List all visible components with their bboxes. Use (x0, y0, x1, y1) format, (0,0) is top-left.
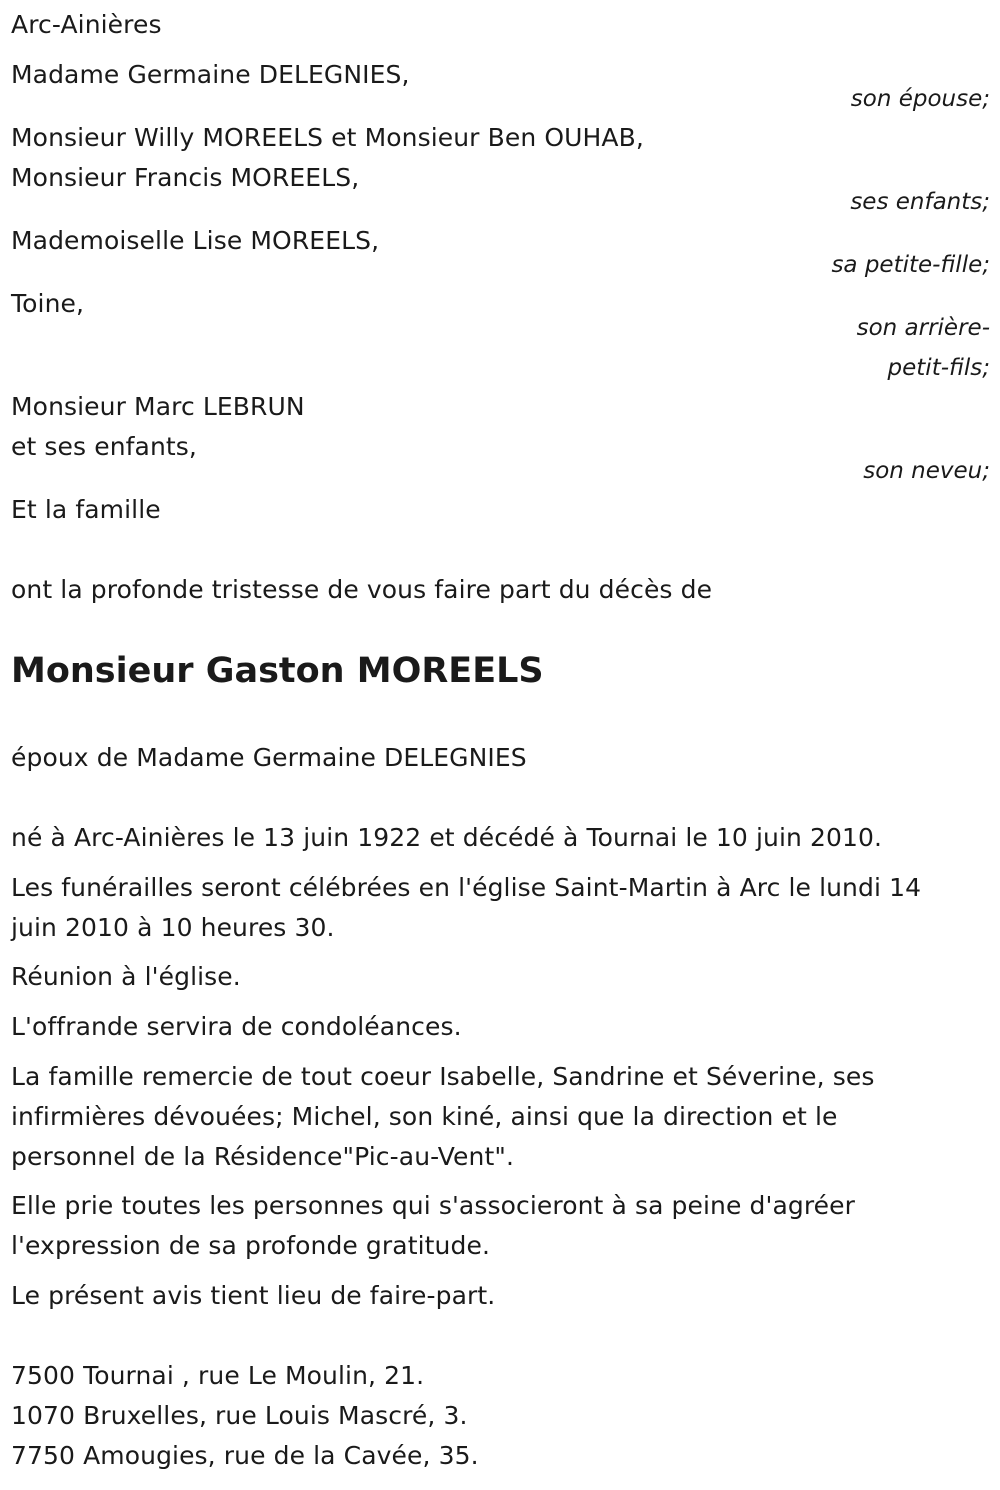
place-heading: Arc-Ainières (11, 10, 162, 39)
family-name-line: Monsieur Willy MOREELS et Monsieur Ben OUHAB, (11, 123, 644, 152)
detail-line: Elle prie toutes les personnes qui s'associeront à sa peine d'agréer (11, 1191, 856, 1220)
address-line: 1070 Bruxelles, rue Louis Mascré, 3. (11, 1401, 468, 1430)
detail-line: né à Arc-Ainières le 13 juin 1922 et décédé à Tournai le 10 juin 2010. (11, 823, 883, 852)
address-line: 7750 Amougies, rue de la Cavée, 35. (11, 1441, 479, 1470)
detail-line: La famille remercie de tout coeur Isabelle, Sandrine et Séverine, ses (11, 1062, 875, 1091)
address-line: 7500 Tournai , rue Le Moulin, 21. (11, 1361, 425, 1390)
spouse-line: époux de Madame Germaine DELEGNIES (11, 743, 527, 772)
family-name-line: Madame Germaine DELEGNIES, (11, 60, 410, 89)
family-name-line: et ses enfants, (11, 432, 197, 461)
family-relation: son neveu; (863, 458, 990, 484)
family-name-line: Monsieur Marc LEBRUN (11, 392, 305, 421)
detail-line: Le présent avis tient lieu de faire-part. (11, 1281, 496, 1310)
deceased-name: Monsieur Gaston MOREELS (11, 651, 544, 691)
family-relation: petit-fils; (887, 355, 990, 381)
family-name-line: Toine, (11, 289, 85, 318)
family-relation: ses enfants; (850, 189, 990, 215)
family-name-line: Mademoiselle Lise MOREELS, (11, 226, 380, 255)
detail-line: l'expression de sa profonde gratitude. (11, 1231, 490, 1260)
announcement-text: ont la profonde tristesse de vous faire part du décès de (11, 575, 713, 604)
family-relation: son épouse; (850, 86, 990, 112)
family-relation: son arrière- (856, 315, 990, 341)
detail-line: personnel de la Résidence"Pic-au-Vent". (11, 1142, 515, 1171)
detail-line: infirmières dévouées; Michel, son kiné, ainsi que la direction et le (11, 1102, 838, 1131)
family-name-line: Et la famille (11, 495, 161, 524)
detail-line: Réunion à l'église. (11, 962, 241, 991)
family-relation: sa petite-fille; (831, 252, 990, 278)
detail-line: juin 2010 à 10 heures 30. (11, 913, 335, 942)
family-name-line: Monsieur Francis MOREELS, (11, 163, 360, 192)
detail-line: Les funérailles seront célébrées en l'église Saint-Martin à Arc le lundi 14 (11, 873, 922, 902)
detail-line: L'offrande servira de condoléances. (11, 1012, 462, 1041)
